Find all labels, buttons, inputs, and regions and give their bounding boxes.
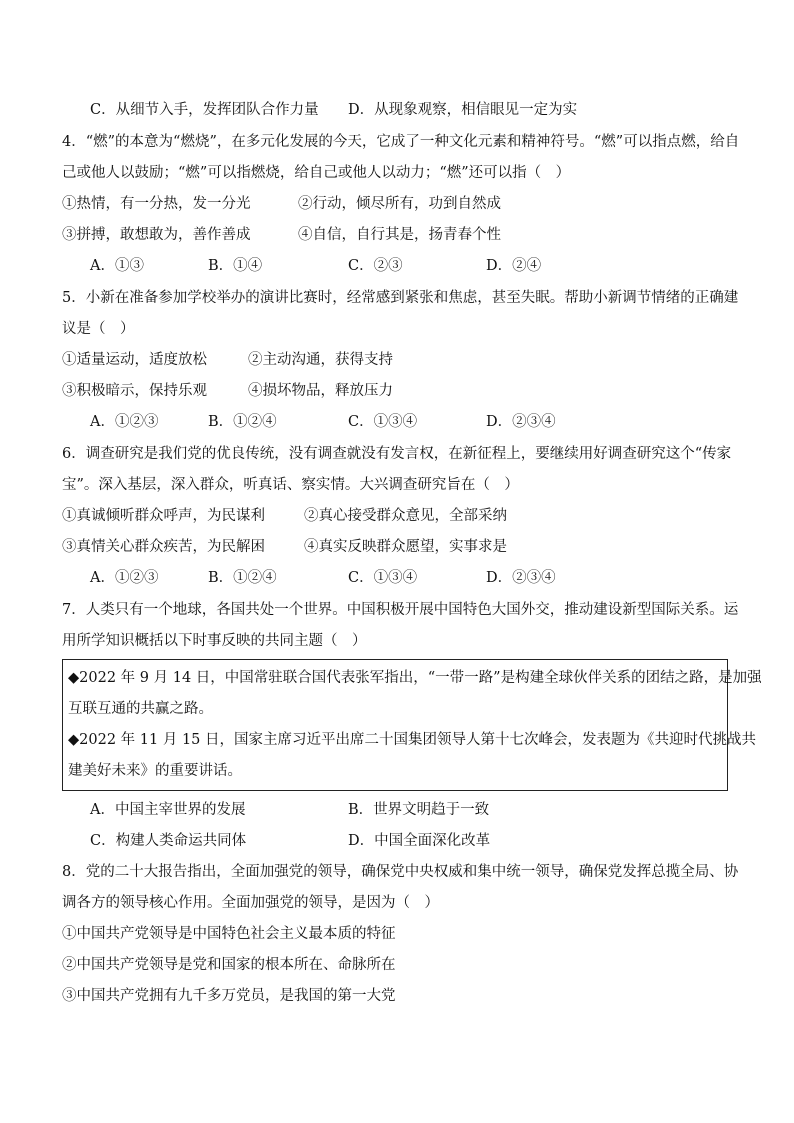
q6-option-c[interactable]: C．①③④: [348, 570, 418, 586]
q4-stem-line1: 4．“燃”的本意为“燃烧”，在多元化发展的今天，它成了一种文化元素和精神符号。“燃”可以指点燃，给自: [62, 134, 740, 150]
q7-stem-line1: 7．人类只有一个地球，各国共处一个世界。中国积极开展中国特色大国外交，推动建设新型国际关系。运: [62, 602, 739, 618]
q5-stem-line1: 5．小新在准备参加学校举办的演讲比赛时，经常感到紧张和焦虑，甚至失眠。帮助小新调节情绪的正确建: [62, 290, 739, 306]
q7-material-1-line2: 互联互通的共赢之路。: [68, 701, 213, 717]
q7-material-2-line2: 建美好未来》的重要讲话。: [68, 763, 242, 779]
q7-material-1-line1: ◆2022 年 9 月 14 日，中国常驻联合国代表张军指出，“一带一路”是构建全球伙伴关系的团结之路，是加强: [68, 670, 762, 686]
q4-statement-4: ④自信，自行其是，扬青春个性: [298, 227, 501, 243]
q6-statement-4: ④真实反映群众愿望，实事求是: [304, 539, 507, 555]
q6-statement-3: ③真情关心群众疾苦，为民解困: [62, 539, 265, 555]
q5-option-a[interactable]: A．①②③: [90, 414, 159, 430]
q6-stem-line2: 宝”。深入基层，深入群众，听真话、察实情。大兴调查研究旨在（ ）: [62, 477, 519, 493]
q6-option-d[interactable]: D．②③④: [486, 570, 556, 586]
q8-statement-1: ①中国共产党领导是中国特色社会主义最本质的特征: [62, 926, 396, 942]
q7-option-a[interactable]: A．中国主宰世界的发展: [90, 802, 246, 818]
q4-option-a[interactable]: A．①③: [90, 258, 144, 274]
q5-option-d[interactable]: D．②③④: [486, 414, 556, 430]
q6-statement-2: ②真心接受群众意见，全部采纳: [304, 508, 507, 524]
q4-option-d[interactable]: D．②④: [486, 258, 542, 274]
q5-option-c[interactable]: C．①③④: [348, 414, 418, 430]
q8-stem-line2: 调各方的领导核心作用。全面加强党的领导，是因为（ ）: [62, 895, 439, 911]
q5-stem-line2: 议是（ ）: [62, 321, 135, 337]
q5-statement-3: ③积极暗示，保持乐观: [62, 383, 207, 399]
q5-statement-4: ④损坏物品，释放压力: [248, 383, 393, 399]
q7-option-c[interactable]: C．构建人类命运共同体: [90, 833, 247, 849]
q4-statement-3: ③拼搏，敢想敢为，善作善成: [62, 227, 251, 243]
q5-statement-1: ①适量运动，适度放松: [62, 352, 207, 368]
q6-option-a[interactable]: A．①②③: [90, 570, 159, 586]
q6-stem-line1: 6．调查研究是我们党的优良传统，没有调查就没有发言权，在新征程上，要继续用好调查研究这个“传家: [62, 446, 732, 462]
q8-statement-2: ②中国共产党领导是党和国家的根本所在、命脉所在: [62, 957, 396, 973]
q4-option-b[interactable]: B．①④: [208, 258, 263, 274]
q8-statement-3: ③中国共产党拥有九千多万党员，是我国的第一大党: [62, 988, 396, 1004]
q8-stem-line1: 8．党的二十大报告指出，全面加强党的领导，确保党中央权威和集中统一领导，确保党发挥总揽全局、协: [62, 864, 739, 880]
q5-option-b[interactable]: B．①②④: [208, 414, 277, 430]
q6-statement-1: ①真诚倾听群众呼声，为民谋利: [62, 508, 265, 524]
q3-option-d[interactable]: D．从现象观察，相信眼见一定为实: [348, 102, 578, 118]
q6-option-b[interactable]: B．①②④: [208, 570, 277, 586]
q3-option-c[interactable]: C．从细节入手，发挥团队合作力量: [90, 102, 319, 118]
q7-material-2-line1: ◆2022 年 11 月 15 日，国家主席习近平出席二十国集团领导人第十七次峰会，发表题为《共迎时代挑战共: [68, 732, 756, 748]
q7-option-d[interactable]: D．中国全面深化改革: [348, 833, 491, 849]
q7-stem-line2: 用所学知识概括以下时事反映的共同主题（ ）: [62, 633, 367, 649]
q4-statement-2: ②行动，倾尽所有，功到自然成: [298, 196, 501, 212]
q4-statement-1: ①热情，有一分热，发一分光: [62, 196, 251, 212]
q4-option-c[interactable]: C．②③: [348, 258, 403, 274]
q7-option-b[interactable]: B．世界文明趋于一致: [348, 802, 490, 818]
q4-stem-line2: 己或他人以鼓励；“燃”可以指燃烧，给自己或他人以动力；“燃”还可以指（ ）: [62, 165, 571, 181]
q5-statement-2: ②主动沟通，获得支持: [248, 352, 393, 368]
